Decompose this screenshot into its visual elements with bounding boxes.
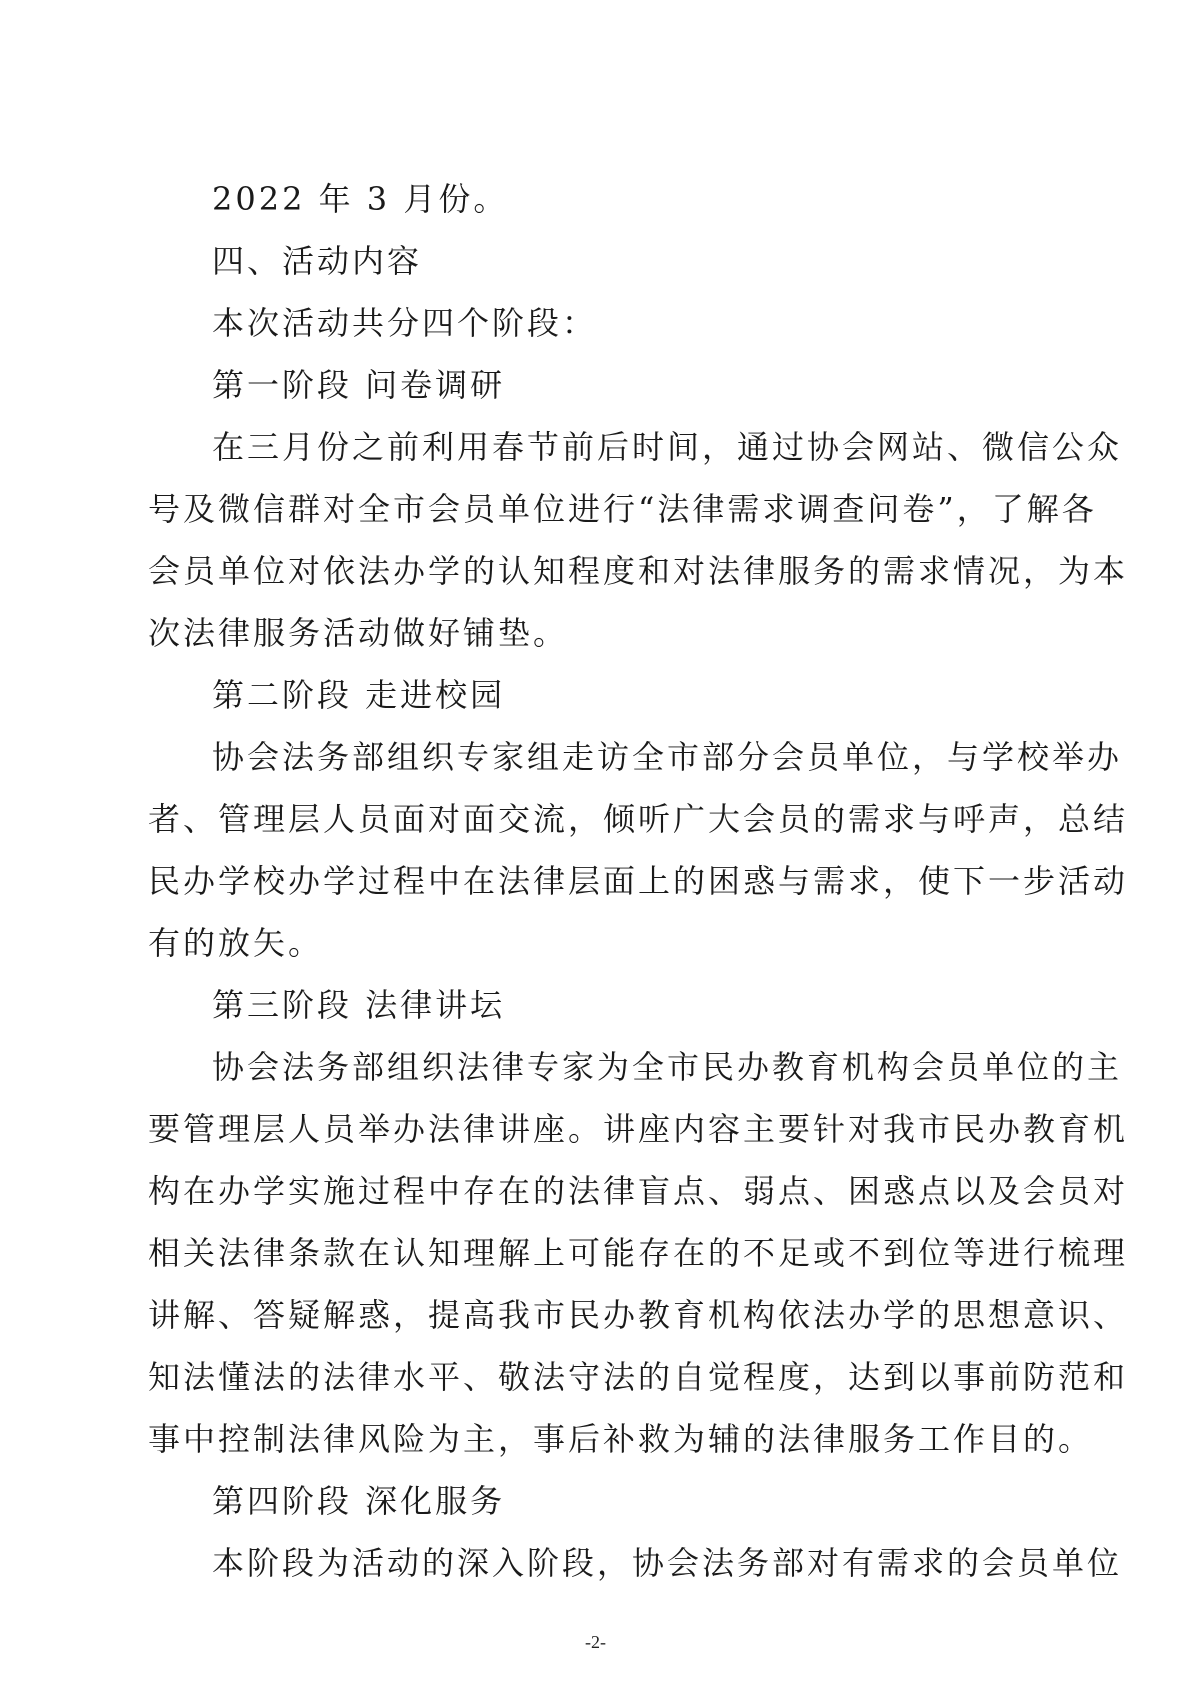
paragraph-line: 协会法务部组织法律专家为全市民办教育机构会员单位的主 <box>212 1048 1123 1086</box>
paragraph-line: 本阶段为活动的深入阶段，协会法务部对有需求的会员单位 <box>212 1544 1123 1582</box>
paragraph-line: 次法律服务活动做好铺垫。 <box>148 614 569 652</box>
paragraph-line: 讲解、答疑解惑，提高我市民办教育机构依法办学的思想意识、 <box>148 1296 1129 1334</box>
paragraph-line: 相关法律条款在认知理解上可能存在的不足或不到位等进行梳理 <box>148 1234 1129 1272</box>
paragraph-line: 在三月份之前利用春节前后时间，通过协会网站、微信公众 <box>212 428 1123 466</box>
text-line: 2022 年 3 月份。 <box>212 180 509 218</box>
paragraph-line: 要管理层人员举办法律讲座。讲座内容主要针对我市民办教育机 <box>148 1110 1129 1148</box>
page-number: -2- <box>585 1632 606 1652</box>
paragraph-line: 事中控制法律风险为主，事后补救为辅的法律服务工作目的。 <box>148 1420 1094 1458</box>
paragraph-line: 构在办学实施过程中存在的法律盲点、弱点、困惑点以及会员对 <box>148 1172 1129 1210</box>
paragraph-line: 协会法务部组织专家组走访全市部分会员单位，与学校举办 <box>212 738 1123 776</box>
paragraph-line: 者、管理层人员面对面交流，倾听广大会员的需求与呼声，总结 <box>148 800 1129 838</box>
text-line: 本次活动共分四个阶段： <box>212 304 598 342</box>
document-body <box>148 168 1129 1594</box>
stage-heading: 第二阶段 走进校园 <box>212 676 506 714</box>
section-heading: 四、活动内容 <box>212 242 423 280</box>
stage-heading: 第一阶段 问卷调研 <box>212 366 506 404</box>
paragraph-line: 知法懂法的法律水平、敬法守法的自觉程度，达到以事前防范和 <box>148 1358 1129 1396</box>
paragraph-line: 会员单位对依法办学的认知程度和对法律服务的需求情况，为本 <box>148 552 1129 590</box>
paragraph-line: 号及微信群对全市会员单位进行“法律需求调查问卷”，了解各 <box>148 490 1097 528</box>
paragraph-line: 有的放矢。 <box>148 924 324 962</box>
stage-heading: 第三阶段 法律讲坛 <box>212 986 506 1024</box>
stage-heading: 第四阶段 深化服务 <box>212 1482 506 1520</box>
paragraph-line: 民办学校办学过程中在法律层面上的困惑与需求，使下一步活动 <box>148 862 1129 900</box>
